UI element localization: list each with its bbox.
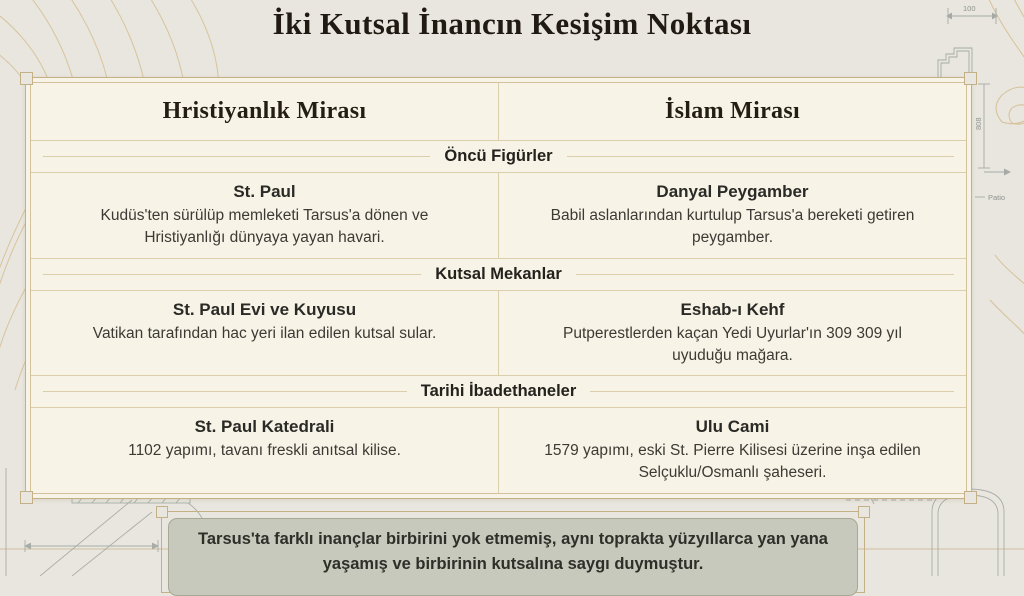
cell-islam-site (499, 291, 966, 376)
entry-desc: Babil aslanlarından kurtulup Tarsus'a bereketi getiren peygamber. (550, 207, 915, 246)
table-frame (30, 82, 967, 494)
cell-christian-site (31, 291, 499, 376)
dimension-100: 100 (963, 4, 976, 13)
table-row (31, 291, 966, 377)
entry-desc: 1102 yapımı, tavanı freskli anıtsal kilise. (128, 442, 401, 460)
entry-title: Danyal Peygamber (656, 182, 809, 201)
arch-window-drawing (846, 489, 1004, 576)
cell-islam-temple (499, 408, 966, 493)
section-rule (590, 391, 954, 392)
entry-desc: 1579 yapımı, eski St. Pierre Kilisesi üzerine inşa edilen Selçuklu/Osmanlı şaheseri. (544, 442, 921, 482)
cell-islam-figure (499, 173, 966, 258)
dimension-808: 808 (974, 117, 983, 130)
patio-label: Patio (988, 193, 1006, 202)
entry-title: Ulu Cami (695, 417, 770, 437)
section-header-kutsal-mekanlar (31, 259, 966, 291)
blueprint-right-dim (975, 84, 1010, 197)
corner-notch (20, 72, 33, 85)
footer-text: Tarsus'ta farklı inançlar birbirini yok etmemiş, aynı toprakta yüzyıllarca yan yana yaşamış ve birbirinin kutsalına saygı duymuştur. (198, 530, 828, 573)
footer-banner (161, 511, 865, 593)
column-header-row (31, 83, 966, 141)
entry-desc: Vatikan tarafından hac yeri ilan edilen kutsal sular. (92, 324, 437, 342)
section-rule (576, 274, 954, 275)
page-title: İki Kutsal İnancın Kesişim Noktası (272, 6, 752, 41)
entry-title: Eshab-ı Kehf (680, 299, 785, 319)
section-title: Tarihi İbadethaneler (420, 382, 577, 401)
comparison-table (25, 77, 972, 499)
cell-christian-temple (31, 408, 499, 493)
column-header-islam: İslam Mirası (665, 98, 800, 124)
column-header-christian: Hristiyanlık Mirası (31, 83, 499, 140)
corner-notch (20, 491, 33, 504)
table-row (31, 408, 966, 493)
corner-notch (964, 72, 977, 85)
entry-desc: Putperestlerden kaçan Yedi Uyurlar'ın 309 309 yıl uyuduğu mağara. (562, 324, 902, 364)
corner-notch (858, 506, 870, 518)
section-header-tarihi-ibadethaneler (31, 376, 966, 408)
table-row (31, 173, 966, 259)
section-title: Öncü Figürler (444, 147, 553, 165)
cell-christian-figure (31, 173, 499, 258)
section-rule (43, 391, 407, 392)
entry-title: St. Paul Katedrali (194, 417, 335, 437)
section-rule (43, 156, 430, 157)
contour-lines-right (985, 0, 1024, 360)
corner-notch (964, 491, 977, 504)
entry-title: St. Paul Evi ve Kuyusu (172, 299, 357, 319)
footer-box (168, 518, 858, 596)
section-rule (43, 274, 421, 275)
section-header-oncu-figurler (31, 141, 966, 173)
section-title: Kutsal Mekanlar (435, 264, 562, 283)
corner-notch (156, 506, 168, 518)
section-rule (567, 156, 954, 157)
entry-desc: Kudüs'ten sürülüp memleketi Tarsus'a dönen ve Hristiyanlığı dünyaya yayan havari. (100, 207, 429, 246)
entry-title: St. Paul (233, 182, 296, 201)
